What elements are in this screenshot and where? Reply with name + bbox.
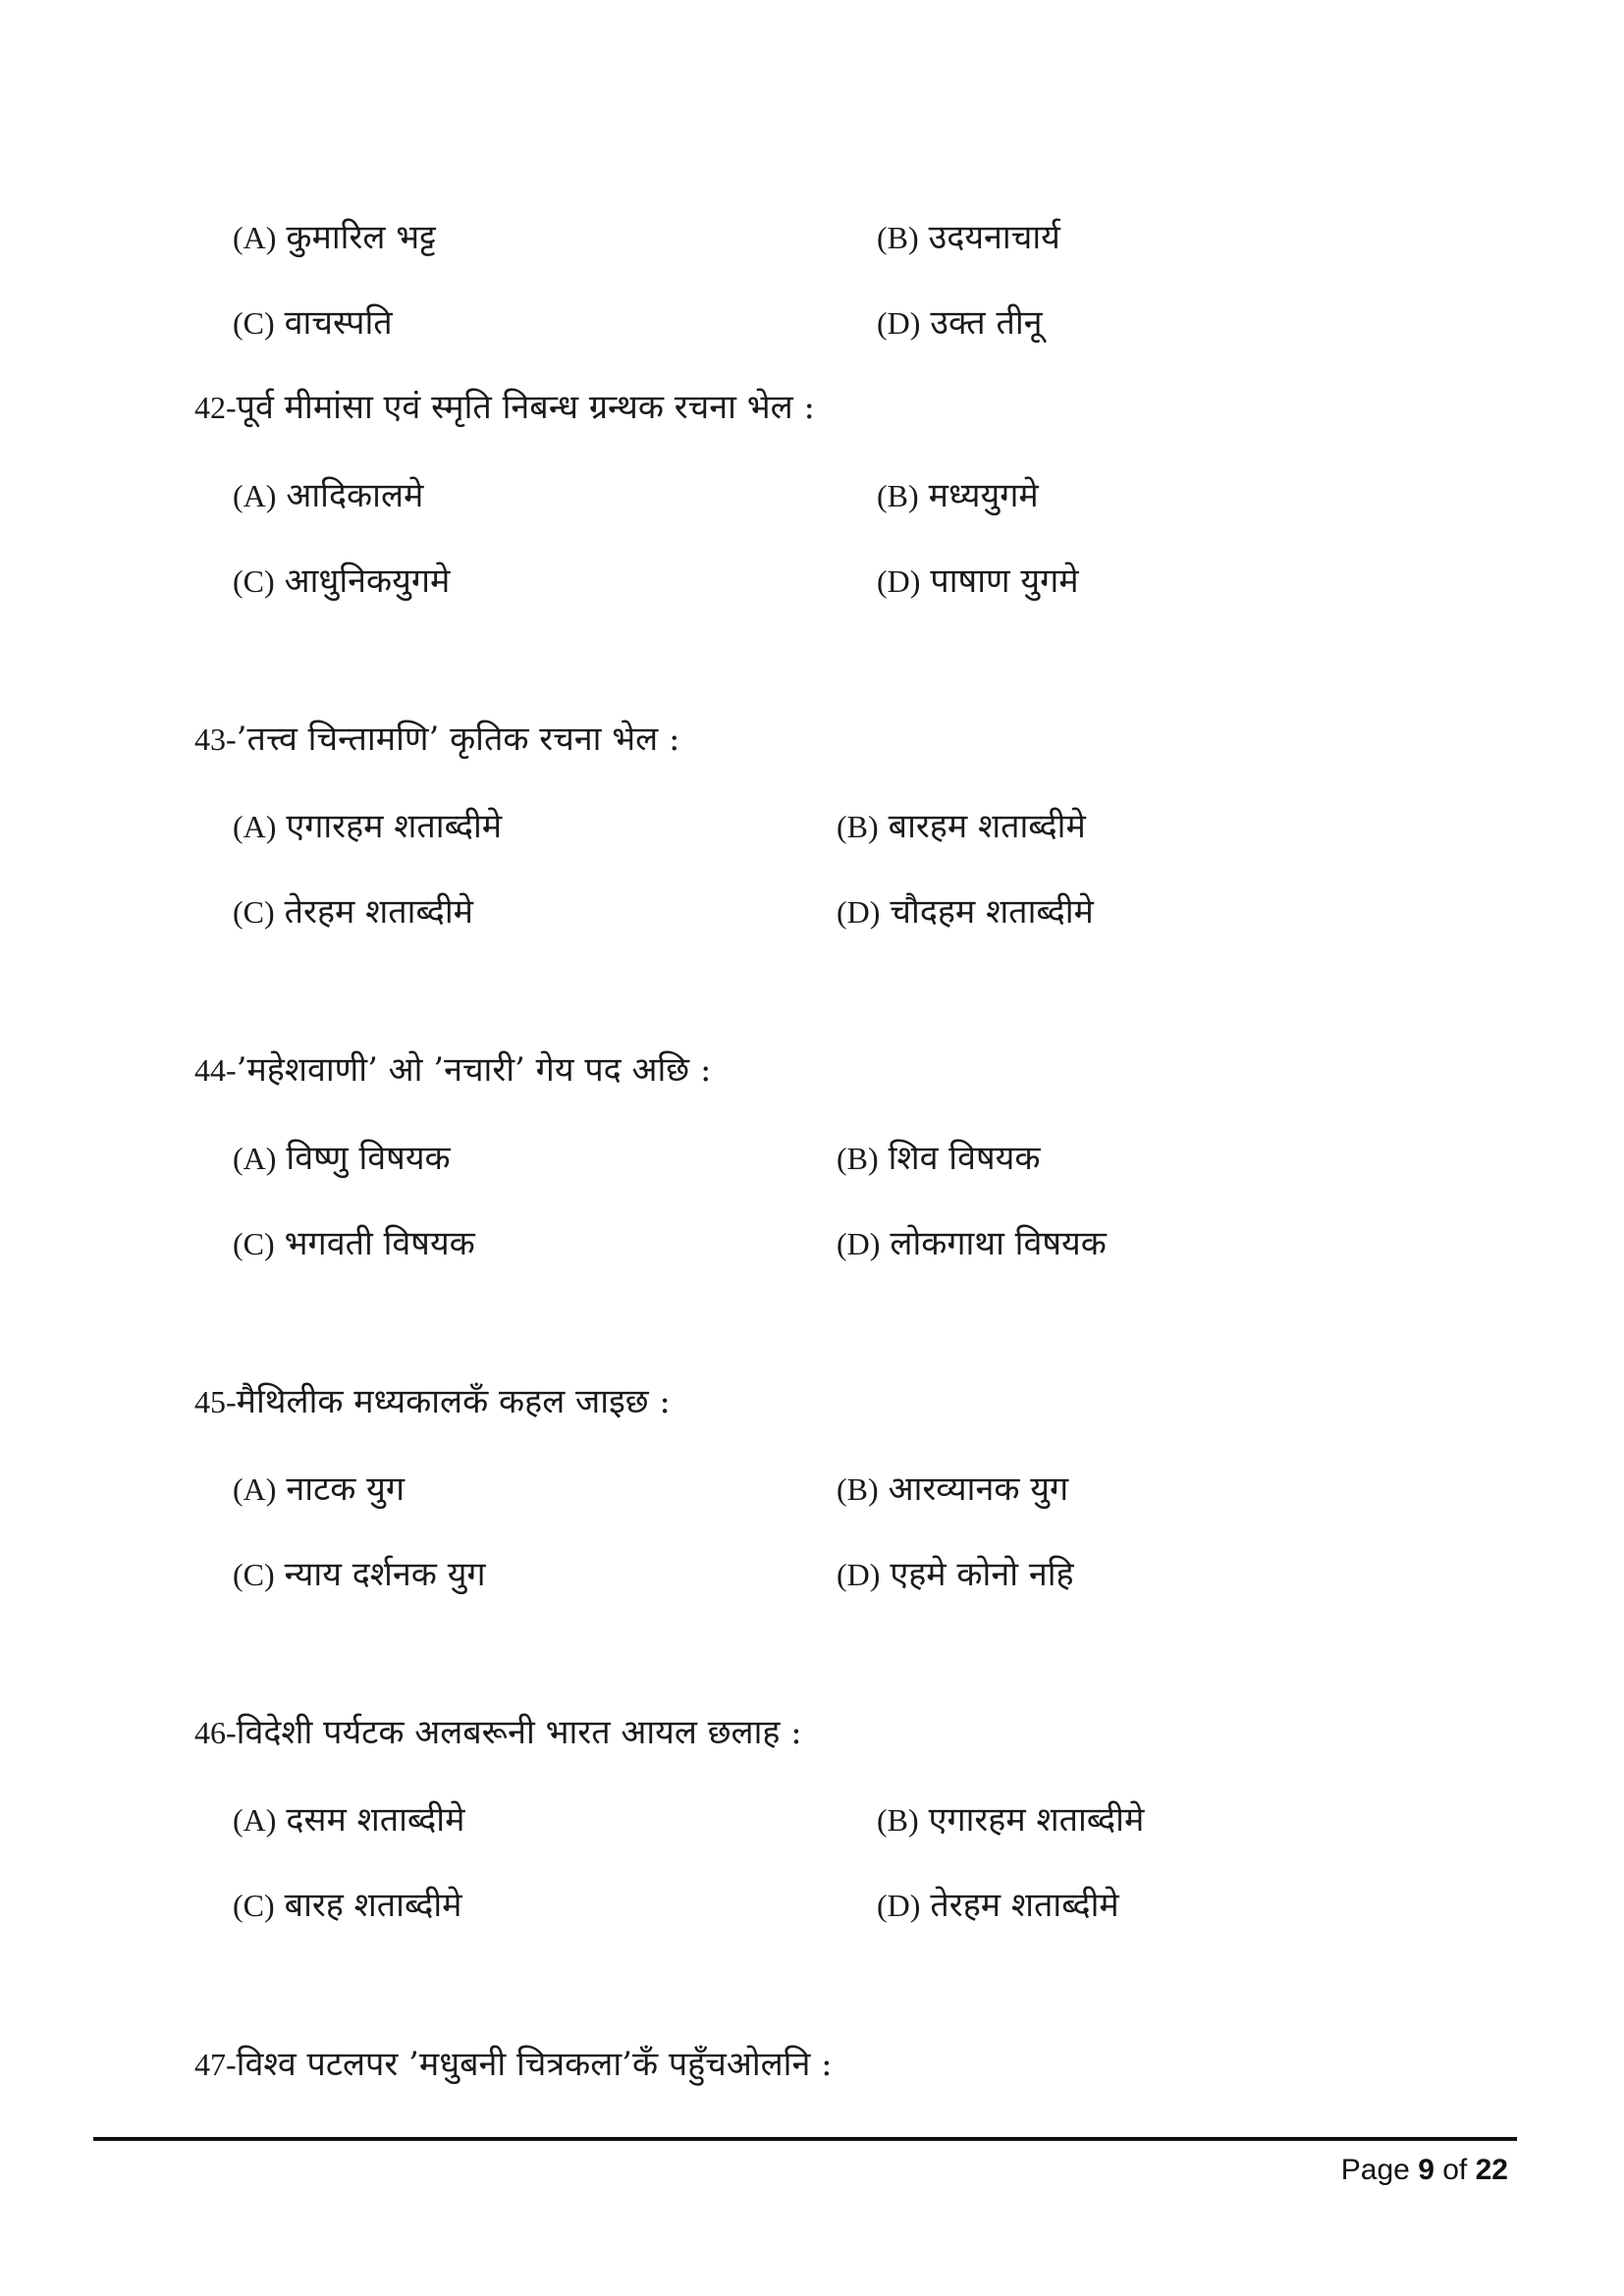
total-pages: 22: [1475, 2154, 1508, 2186]
option-text: तेरहम शताब्दीमे: [284, 892, 473, 932]
option-text: न्याय दर्शनक युग: [284, 1555, 486, 1594]
question-number: 43-: [194, 721, 237, 757]
q43-option-d: [837, 890, 1094, 934]
option-text: पाषाण युगमे: [930, 561, 1079, 601]
option-text: एगारहम शताब्दीमे: [928, 1800, 1145, 1840]
q42-option-c: [233, 560, 450, 603]
option-label: (B): [877, 220, 919, 255]
question-text: विदेशी पर्यटक अलबरूनी भारत आयल छलाह :: [236, 1713, 802, 1752]
question-47: [194, 2043, 833, 2086]
option-text: लोकगाथा विषयक: [890, 1224, 1107, 1263]
option-text: उक्त तीनू: [930, 303, 1043, 343]
q41-option-a: [233, 216, 436, 259]
option-label: (C): [233, 1888, 275, 1923]
q42-option-d: [877, 560, 1079, 603]
q44-option-b: [837, 1137, 1041, 1180]
option-label: (D): [877, 563, 921, 599]
question-number: 42-: [194, 390, 237, 425]
q46-option-c: [233, 1884, 461, 1927]
option-label: (A): [233, 1471, 277, 1507]
q41-option-b: [877, 216, 1060, 259]
option-label: (C): [233, 1557, 275, 1592]
option-label: (C): [233, 305, 275, 341]
option-text: आदिकालमे: [286, 476, 424, 515]
question-number: 46-: [194, 1715, 237, 1750]
question-46: [194, 1711, 802, 1754]
option-text: कुमारिल भट्ट: [286, 218, 436, 257]
q43-option-b: [837, 805, 1086, 848]
question-number: 47-: [194, 2047, 237, 2082]
q42-option-a: [233, 474, 423, 517]
option-text: दसम शताब्दीमे: [286, 1800, 465, 1840]
q44-option-c: [233, 1222, 475, 1265]
option-label: (C): [233, 1226, 275, 1261]
q45-option-d: [837, 1553, 1074, 1596]
option-label: (C): [233, 894, 275, 930]
footer-divider: [93, 2137, 1517, 2141]
option-text: एगारहम शताब्दीमे: [286, 807, 503, 846]
option-text: आधुनिकयुगमे: [284, 561, 451, 601]
option-text: मध्ययुगमे: [928, 476, 1039, 515]
of-word: of: [1442, 2154, 1468, 2186]
option-label: (B): [837, 809, 879, 844]
q46-option-d: [877, 1884, 1119, 1927]
question-45: [194, 1380, 671, 1423]
q46-option-b: [877, 1798, 1144, 1842]
option-text: एहमे कोनो नहि: [890, 1555, 1074, 1594]
question-42: [194, 386, 815, 429]
option-label: (D): [837, 894, 881, 930]
option-label: (A): [233, 220, 277, 255]
q43-option-a: [233, 805, 502, 848]
q45-option-c: [233, 1553, 486, 1596]
q42-option-b: [877, 474, 1039, 517]
option-text: आरव्यानक युग: [888, 1469, 1069, 1509]
option-text: शिव विषयक: [888, 1139, 1041, 1178]
option-label: (D): [837, 1557, 881, 1592]
option-label: (B): [877, 1802, 919, 1838]
option-label: (A): [233, 1141, 277, 1176]
question-text: पूर्व मीमांसा एवं स्मृति निबन्ध ग्रन्थक रचना भेल :: [236, 388, 815, 427]
option-label: (A): [233, 809, 277, 844]
q44-option-a: [233, 1137, 451, 1180]
option-text: बारह शताब्दीमे: [284, 1886, 462, 1925]
option-label: (D): [877, 305, 921, 341]
option-label: (C): [233, 563, 275, 599]
q46-option-a: [233, 1798, 464, 1842]
option-text: भगवती विषयक: [284, 1224, 475, 1263]
option-text: तेरहम शताब्दीमे: [930, 1886, 1119, 1925]
option-text: चौदहम शताब्दीमे: [890, 892, 1094, 932]
question-text: विश्व पटलपर ’मधुबनी चित्रकला’कँ पहुँचओलनि :: [236, 2045, 833, 2084]
option-text: उदयनाचार्य: [928, 218, 1060, 257]
question-number: 44-: [194, 1052, 237, 1088]
question-text: मैथिलीक मध्यकालकँ कहल जाइछ :: [236, 1382, 671, 1421]
option-text: बारहम शताब्दीमे: [888, 807, 1086, 846]
option-text: नाटक युग: [286, 1469, 406, 1509]
option-text: विष्णु विषयक: [286, 1139, 451, 1178]
option-label: (A): [233, 478, 277, 513]
question-text: ’तत्त्व चिन्तामणि’ कृतिक रचना भेल :: [236, 720, 680, 759]
option-label: (D): [877, 1888, 921, 1923]
current-page-number: 9: [1418, 2154, 1435, 2186]
option-label: (A): [233, 1802, 277, 1838]
option-label: (B): [877, 478, 919, 513]
q41-option-d: [877, 301, 1043, 345]
option-label: (B): [837, 1471, 879, 1507]
page-number-footer: [1341, 2152, 1508, 2189]
question-43: [194, 718, 679, 761]
question-44: [194, 1048, 711, 1092]
q41-option-c: [233, 301, 393, 345]
q43-option-c: [233, 890, 473, 934]
q45-option-a: [233, 1468, 405, 1511]
option-label: (B): [837, 1141, 879, 1176]
page-word: Page: [1340, 2154, 1410, 2186]
q45-option-b: [837, 1468, 1068, 1511]
question-text: ’महेशवाणी’ ओ ’नचारी’ गेय पद अछि :: [236, 1050, 712, 1090]
option-text: वाचस्पति: [284, 303, 393, 343]
question-number: 45-: [194, 1384, 237, 1419]
option-label: (D): [837, 1226, 881, 1261]
q44-option-d: [837, 1222, 1107, 1265]
